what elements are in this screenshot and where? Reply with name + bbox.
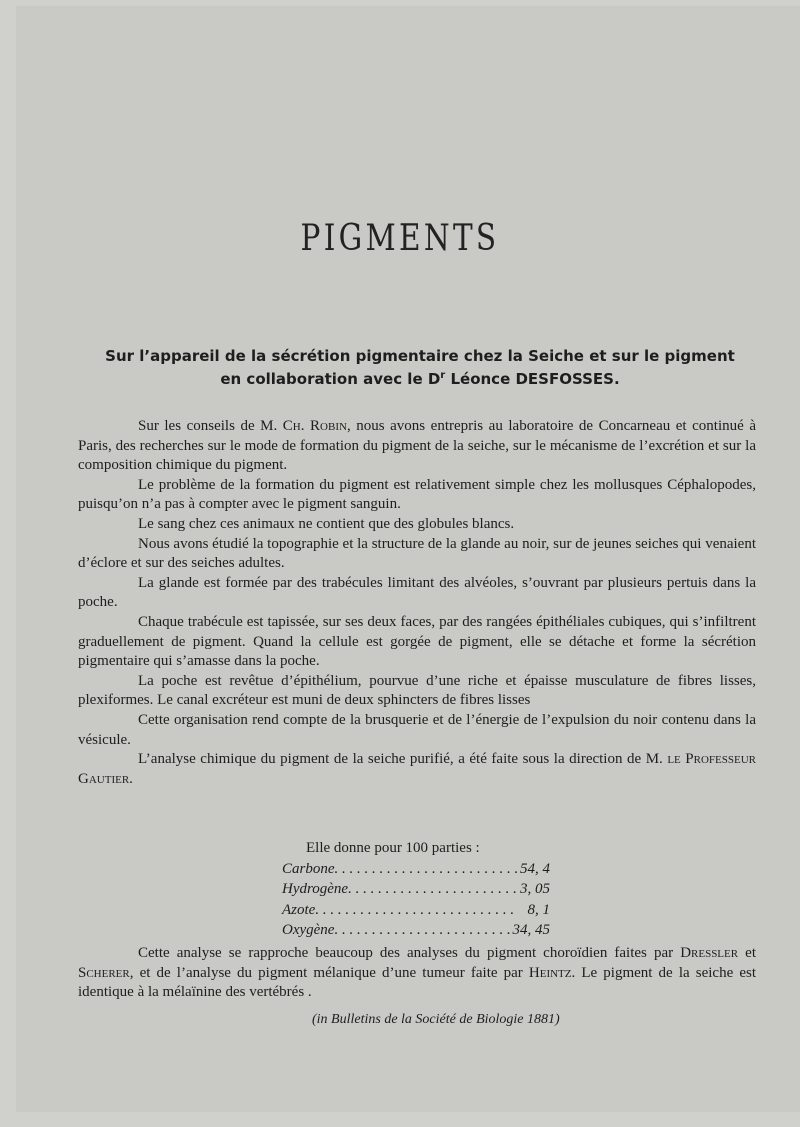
citation: (in Bulletins de la Société de Biologie 1881) — [312, 1012, 560, 1027]
analysis-value: 8, 1 — [527, 901, 550, 918]
subtitle-line-2 — [100, 366, 740, 389]
analysis-row — [282, 900, 550, 921]
analysis-name: Carbone — [282, 860, 335, 877]
subtitle-line-2-pre: en collaboration avec le D — [220, 370, 441, 388]
paragraph-3: Le sang chez ces animaux ne contient que des globules blancs. — [138, 515, 515, 532]
paragraph-1 — [78, 417, 756, 476]
leader-dots — [315, 900, 527, 921]
paragraph-4: Nous avons étudié la topographie et la structure de la glande au noir, sur de jeunes seiches qui venaient d’éclore et sur des seiches adultes. — [78, 535, 756, 572]
paragraph-7: La poche est revêtue d’épithélium, pourvue d’une riche et épaisse musculature de fibres lisses, plexiformes. Le canal excréteur est muni de deux sphincters de fibres lisses — [78, 672, 756, 709]
paragraph-5: La glande est formée par des trabécules limitant des alvéoles, s’ouvrant par plusieurs pertuis dans la poche. — [78, 574, 756, 611]
conclusion-a: Cette analyse se rapproche beaucoup des analyses du pigment choroïdien faites par — [138, 945, 681, 961]
conclusion-d: . Le pigment de la seiche est identique à la mélaïnine des vertébrés . — [78, 964, 756, 1001]
leader-dots — [334, 920, 512, 941]
p1-text-b: , nous avons entrepris au laboratoire de Concarneau et continué à Paris, des recherches sur le mode de formation du pigment de la seiche, sur le mécanisme de l’excrétion et sur la composition chimique du pigment. — [78, 418, 756, 474]
paragraph-8: Cette organisation rend compte de la brusquerie et de l’énergie de l’expulsion du noir contenu dans la vésicule. — [78, 711, 756, 748]
leader-dots — [335, 859, 521, 880]
p1-robin: Ch. Robin — [282, 418, 347, 434]
subtitle — [100, 346, 740, 389]
paragraph-6: Chaque trabécule est tapissée, sur ses deux faces, par des rangées épithéliales cubiques, qui s’infiltrent graduellement de pigment. Quand la cellule est gorgée de pigment, elle se détache et forme la sécrétion pigmentaire qui s’amasse dans la poche. — [78, 613, 756, 670]
p9-text-b: . — [129, 770, 133, 787]
subtitle-sup: r — [440, 370, 446, 381]
conclusion-text — [78, 944, 756, 1003]
paragraph-2: Le problème de la formation du pigment est relativement simple chez les mollusques Céphalopodes, puisqu’on n’a pas à compter avec le pigment sanguin. — [78, 476, 756, 513]
analysis-row — [282, 879, 550, 900]
subtitle-line-2-post: Léonce DESFOSSES. — [445, 370, 620, 388]
p9-gautier: le Professeur Gautier — [78, 751, 756, 787]
analysis-value: 34, 45 — [512, 922, 550, 938]
leader-dots — [348, 879, 520, 900]
conclusion-heintz: Heintz — [528, 964, 572, 981]
p9-text-a: L’analyse chimique du pigment de la seiche purifié, a été faite sous la direction de M. — [138, 751, 668, 768]
analysis-row — [282, 920, 550, 941]
analysis-name: Oxygène — [282, 922, 335, 938]
conclusion-dressler: Dressler — [680, 945, 739, 961]
conclusion-b: et — [738, 945, 756, 961]
analysis-table — [282, 838, 562, 941]
analysis-value: 54, 4 — [520, 860, 550, 877]
paragraph-9 — [78, 750, 756, 789]
analysis-name: Hydrogène — [282, 881, 349, 897]
analysis-header: Elle donne pour 100 parties : — [306, 840, 480, 856]
analysis-name: Azote — [282, 901, 316, 918]
conclusion-scherer: Scherer — [78, 964, 130, 981]
subtitle-line-1: Sur l’appareil de la sécrétion pigmentaire chez la Seiche et sur le pigment — [105, 347, 735, 365]
page-title: PIGMENTS — [300, 218, 500, 259]
analysis-row — [282, 859, 550, 880]
conclusion-c: , et de l’analyse du pigment mélanique d’une tumeur faite par — [129, 964, 529, 981]
body-text — [78, 417, 756, 789]
analysis-value: 3, 05 — [520, 881, 550, 897]
conclusion-paragraph — [78, 944, 756, 1003]
p1-text-a: Sur les conseils de M. — [138, 418, 283, 434]
